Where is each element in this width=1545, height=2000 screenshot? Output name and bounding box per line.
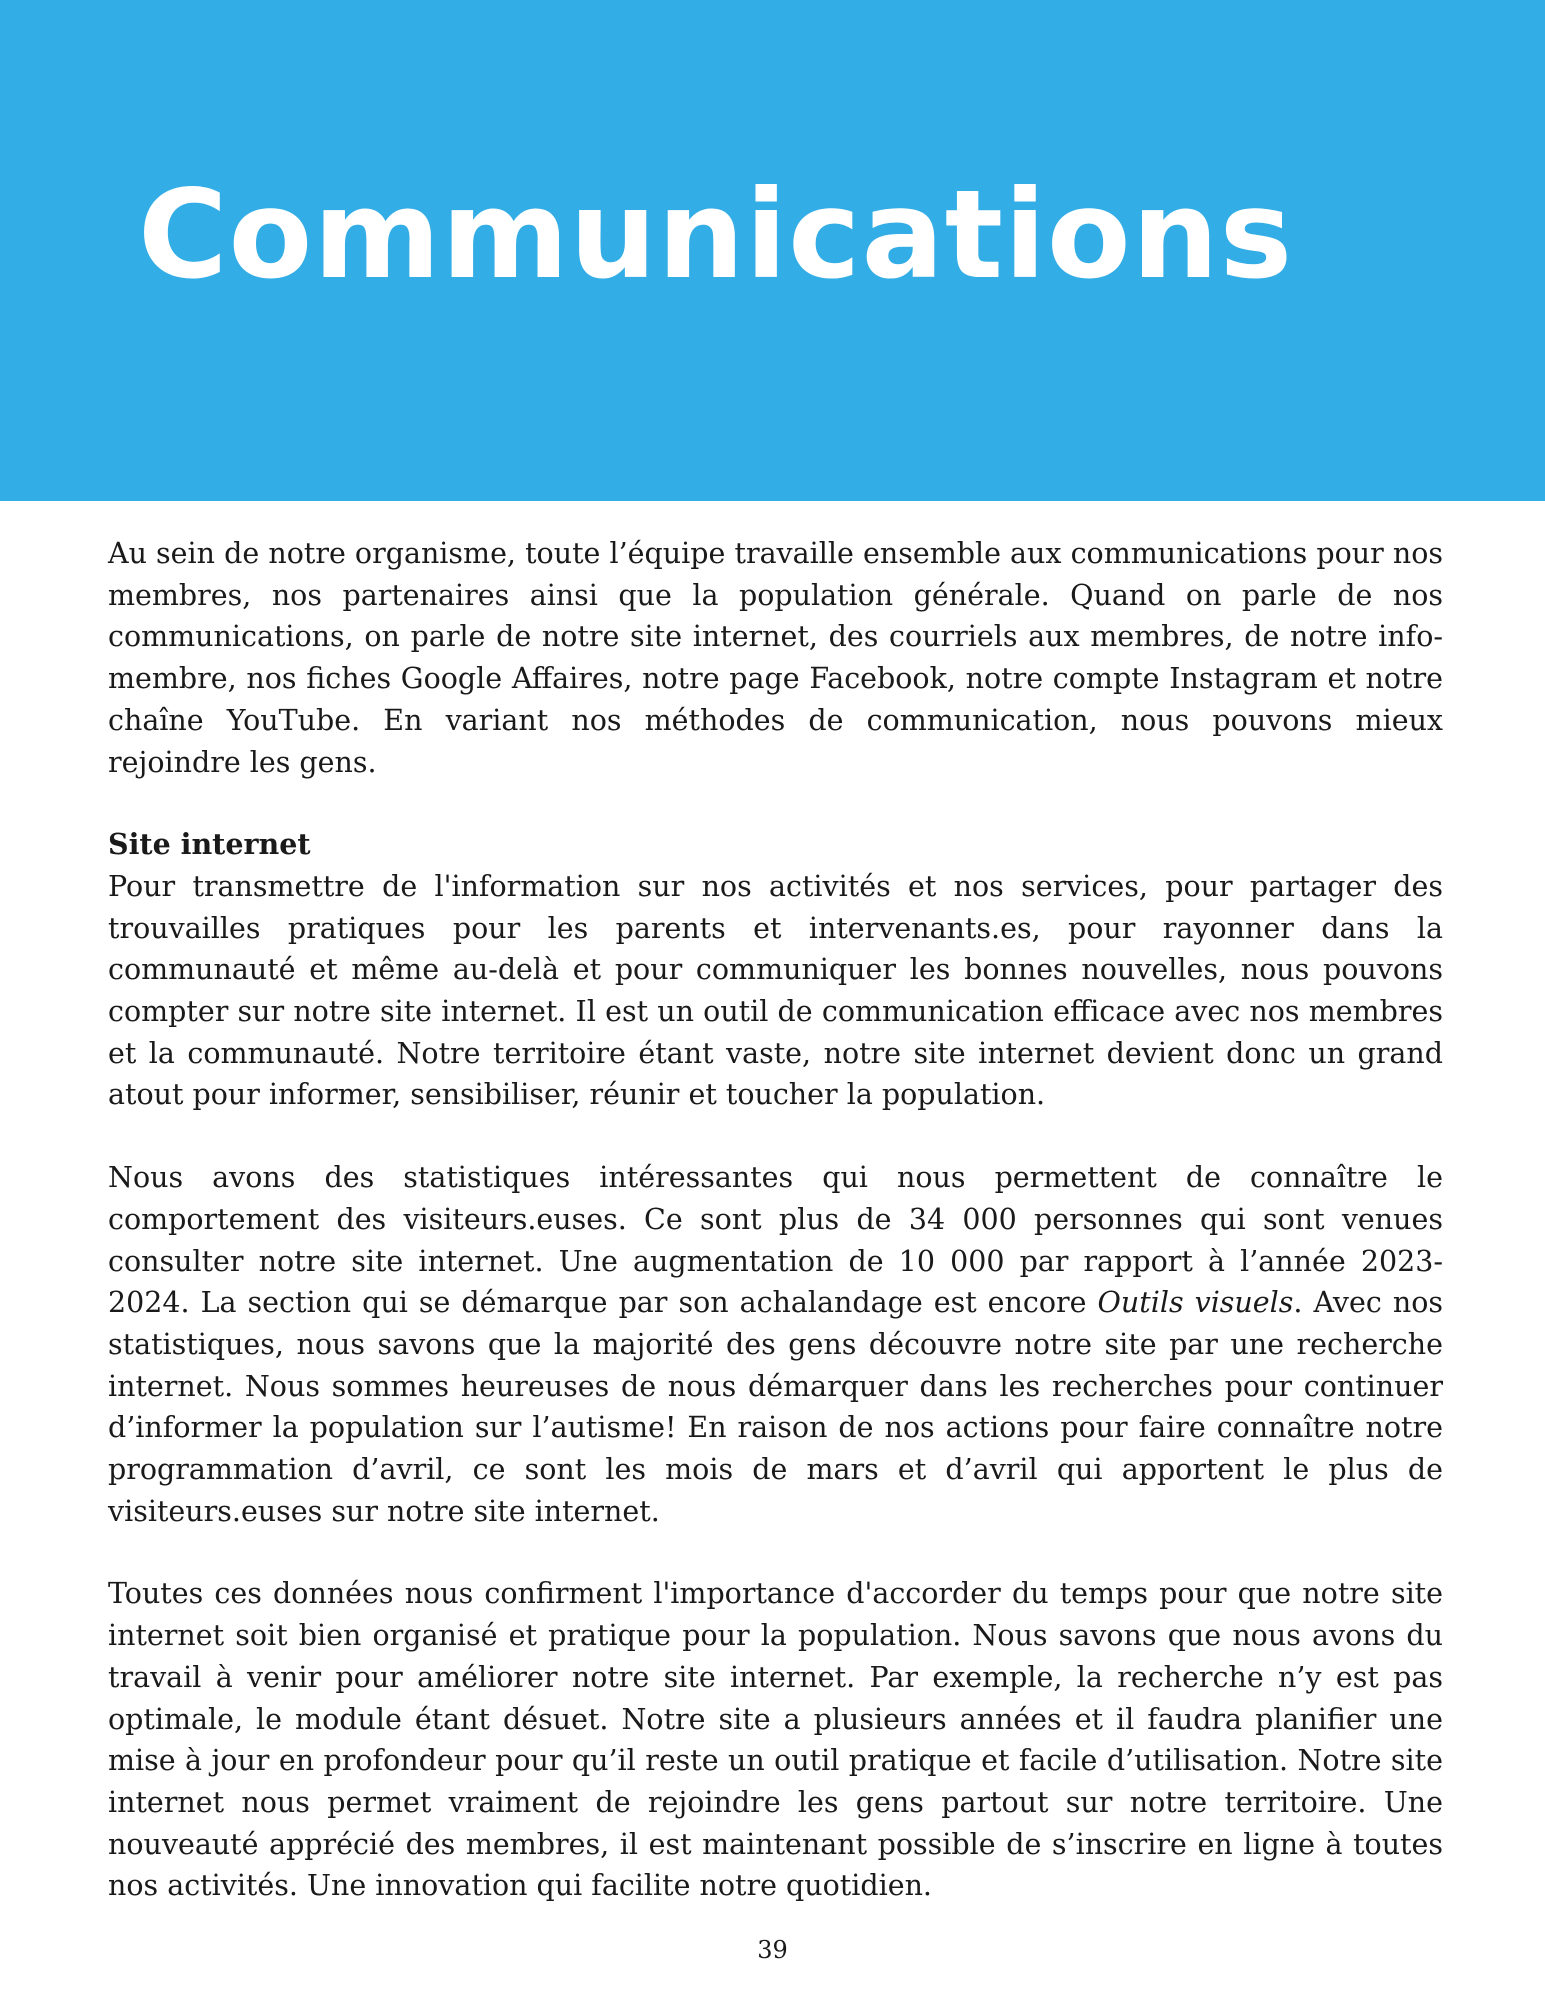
paragraph-2-text-end: . Avec nos statistiques, nous savons que la majorité des gens découvre notre site par une recherche internet. Nous sommes heureuses de nous démarquer dans les recherches pour continuer d’informer la population sur l’autisme! En raison de nos actions pour faire connaître notre programmation d’avril, ce sont les mois de mars et d’avril qui apportent le plus de visiteurs.euses sur notre site internet. <box>108 1286 1443 1528</box>
page-title: Communications <box>138 164 1294 306</box>
site-internet-paragraph-1: Pour transmettre de l'information sur nos activités et nos services, pour partager des trouvailles pratiques pour les parents et intervenants.es, pour rayonner dans la communauté et même au-delà et pour communiquer les bonnes nouvelles, nous pouvons compter sur notre site internet. Il est un outil de communication efficace avec nos membres et la communauté. Notre territoire étant vaste, notre site internet devient donc un grand atout pour informer, sensibiliser, réunir et toucher la population. <box>108 869 1443 1112</box>
paragraph-2-italic-term: Outils visuels <box>1097 1286 1294 1320</box>
section-heading-site-internet: Site internet <box>108 827 311 862</box>
header-band <box>0 0 1545 501</box>
paragraph-2-text-start: Nous avons des statistiques intéressantes qui nous permettent de connaître le comportement des visiteurs.euses. Ce sont plus de 34 000 personnes qui sont venues consulter notre site internet. Une augmentation de 10 000 par rapport à l’année 2023-2024. La section qui se démarque par son achalandage est encore <box>108 1161 1443 1320</box>
page-number: 39 <box>757 1936 788 1964</box>
intro-paragraph: Au sein de notre organisme, toute l’équipe travaille ensemble aux communications pour nos membres, nos partenaires ainsi que la population générale. Quand on parle de nos communications, on parle de notre site internet, des courriels aux membres, de notre info-membre, nos fiches Google Affaires, notre page Facebook, notre compte Instagram et notre chaîne YouTube. En variant nos méthodes de communication, nous pouvons mieux rejoindre les gens. <box>108 537 1443 779</box>
site-internet-paragraph-2 <box>108 1157 1443 1532</box>
site-internet-paragraph-3: Toutes ces données nous confirment l'importance d'accorder du temps pour que notre site internet soit bien organisé et pratique pour la population. Nous savons que nous avons du travail à venir pour améliorer notre site internet. Par exemple, la recherche n’y est pas optimale, le module étant désuet. Notre site a plusieurs années et il faudra planifier une mise à jour en profondeur pour qu’il reste un outil pratique et facile d’utilisation. Notre site internet nous permet vraiment de rejoindre les gens partout sur notre territoire. Une nouveauté apprécié des membres, il est maintenant possible de s’inscrire en ligne à toutes nos activités. Une innovation qui facilite notre quotidien. <box>108 1577 1443 1903</box>
page-content <box>108 533 1443 1948</box>
